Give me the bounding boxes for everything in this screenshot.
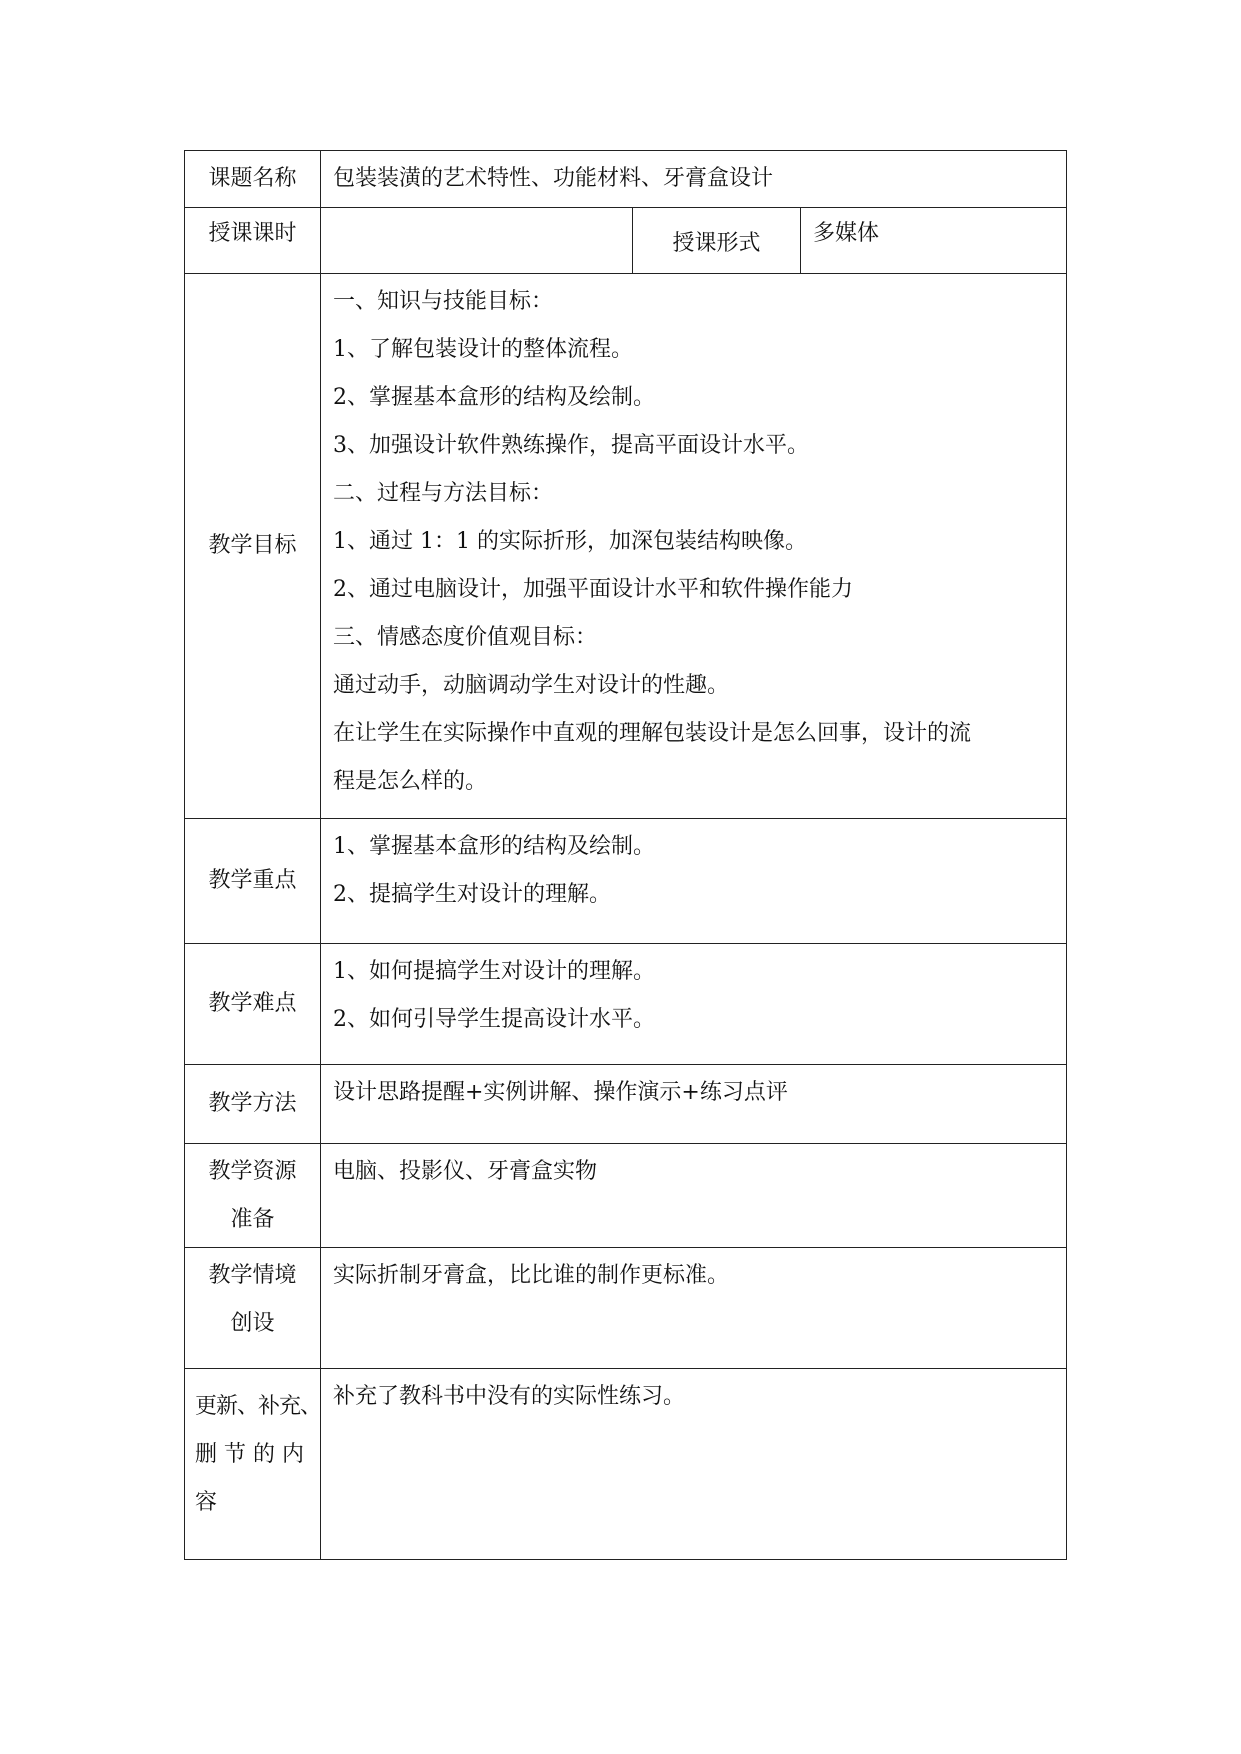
row-update — [185, 1369, 1067, 1560]
goals-line: 1、了解包装设计的整体流程。 — [333, 337, 633, 362]
goals-line: 程是怎么样的。 — [333, 769, 488, 794]
goals-line: 2、掌握基本盒形的结构及绘制。 — [333, 385, 655, 410]
lesson-plan-sheet — [184, 150, 1066, 1560]
goals-line: 1、通过 1：1 的实际折形，加深包装结构映像。 — [333, 529, 807, 554]
form-label: 授课形式 — [633, 208, 801, 274]
key-line: 1、掌握基本盒形的结构及绘制。 — [333, 834, 655, 859]
goals-line: 2、通过电脑设计，加强平面设计水平和软件操作能力 — [333, 577, 853, 602]
form-value: 多媒体 — [801, 208, 1067, 274]
goals-content — [321, 274, 1067, 819]
goals-line: 3、加强设计软件熟练操作，提高平面设计水平。 — [333, 433, 809, 458]
key-label: 教学重点 — [185, 819, 321, 944]
goals-line: 一、知识与技能目标： — [333, 289, 554, 314]
row-goals — [185, 274, 1067, 819]
update-label — [185, 1369, 321, 1560]
goals-line: 在让学生在实际操作中直观的理解包装设计是怎么回事，设计的流 — [333, 721, 972, 746]
difficulty-content — [321, 944, 1067, 1065]
situation-label-1: 教学情境 — [208, 1263, 297, 1288]
update-label-2: 删 节 的 内 — [195, 1442, 304, 1467]
update-label-1: 更新、补充、 — [195, 1394, 322, 1419]
row-key-points — [185, 819, 1067, 944]
topic-label: 课题名称 — [185, 151, 321, 208]
update-label-3: 容 — [195, 1490, 218, 1515]
row-hours — [185, 208, 1067, 274]
resources-label — [185, 1144, 321, 1248]
row-method — [185, 1065, 1067, 1144]
update-value: 补充了教科书中没有的实际性练习。 — [321, 1369, 1067, 1560]
goals-line: 三、情感态度价值观目标： — [333, 625, 598, 650]
method-label: 教学方法 — [185, 1065, 321, 1144]
row-resources — [185, 1144, 1067, 1248]
method-value: 设计思路提醒+实例讲解、操作演示+练习点评 — [321, 1065, 1067, 1144]
key-content — [321, 819, 1067, 944]
difficulty-label: 教学难点 — [185, 944, 321, 1065]
situation-label — [185, 1248, 321, 1369]
situation-label-2: 创设 — [230, 1311, 275, 1336]
goals-line: 通过动手，动脑调动学生对设计的性趣。 — [333, 673, 730, 698]
difficulty-line: 1、如何提搞学生对设计的理解。 — [333, 959, 655, 984]
lesson-plan-table — [184, 150, 1067, 1560]
resources-label-1: 教学资源 — [208, 1159, 297, 1184]
hours-label: 授课课时 — [185, 208, 321, 274]
hours-value — [321, 208, 633, 274]
key-line: 2、提搞学生对设计的理解。 — [333, 882, 611, 907]
goals-line: 二、过程与方法目标： — [333, 481, 554, 506]
situation-value: 实际折制牙膏盒，比比谁的制作更标准。 — [321, 1248, 1067, 1369]
resources-value: 电脑、投影仪、牙膏盒实物 — [321, 1144, 1067, 1248]
row-difficulties — [185, 944, 1067, 1065]
row-topic — [185, 151, 1067, 208]
resources-label-2: 准备 — [230, 1207, 275, 1232]
goals-label: 教学目标 — [185, 274, 321, 819]
difficulty-line: 2、如何引导学生提高设计水平。 — [333, 1007, 655, 1032]
row-situation — [185, 1248, 1067, 1369]
topic-value: 包装装潢的艺术特性、功能材料、牙膏盒设计 — [321, 151, 1067, 208]
